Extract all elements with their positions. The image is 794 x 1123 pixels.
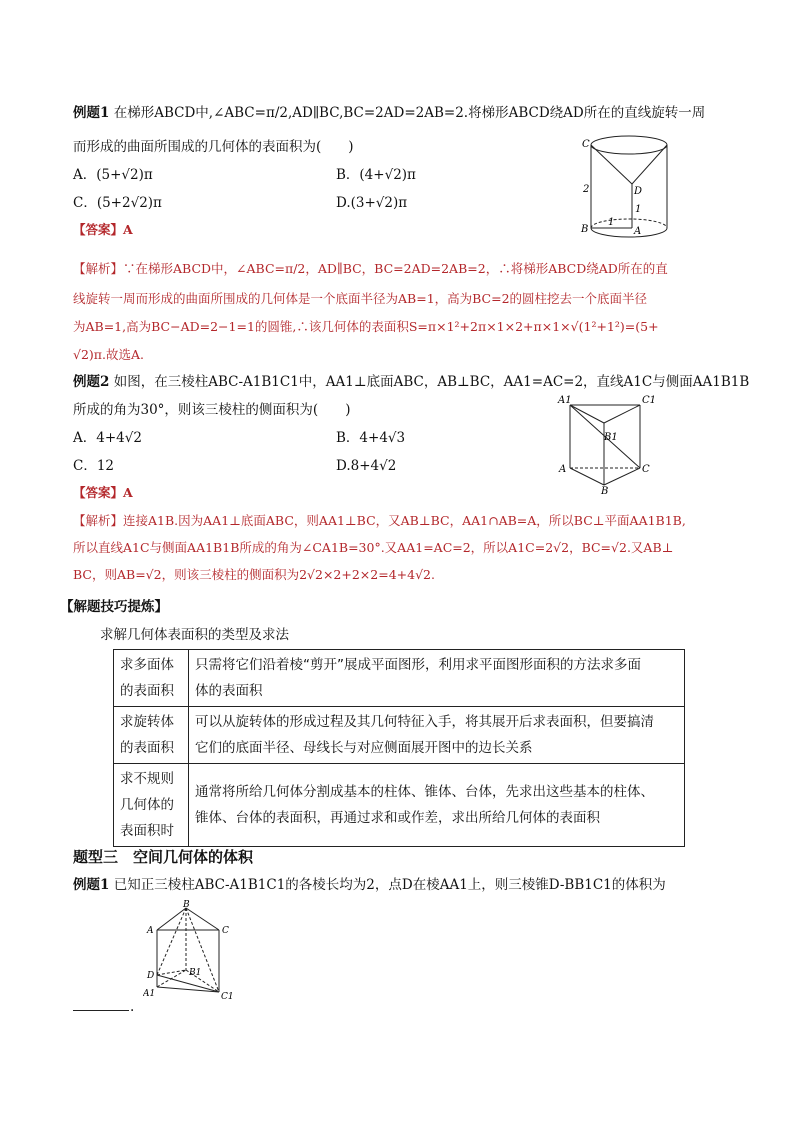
ex1-question-line2: 而形成的曲面所围成的几何体的表面积为( ) — [73, 139, 354, 155]
ex2-label: 例题2 — [73, 374, 110, 390]
ex2-question-line1 — [73, 373, 749, 391]
cell-line: 的表面积 — [120, 683, 174, 699]
table-cell-method — [189, 764, 685, 847]
table-row — [114, 650, 685, 707]
ex1-fig-label-1-horizontal: 1 — [608, 217, 615, 228]
section3-fig-label-a1: A1 — [143, 989, 156, 999]
cell-line: 体的表面积 — [195, 683, 263, 699]
table-cell-type — [114, 764, 189, 847]
cell-line: 它们的底面半径、母线长与对应侧面展开图中的边长关系 — [195, 740, 533, 756]
section3-question-text: 已知正三棱柱ABC-A1B1C1的各棱长均为2，点D在棱AA1上，则三棱锥D-BB1C1的体积为 — [113, 877, 666, 893]
ex2-fig-label-a: A — [559, 464, 567, 475]
answer-blank-end: . — [130, 999, 135, 1015]
ex2-option-c: C．12 — [73, 458, 115, 474]
ex1-analysis-line3: 为AB=1,高为BC−AD=2−1=1的圆锥,∴该几何体的表面积S=π×1²+2π×1×2+π×1×√(1²+1²)=(5+ — [73, 319, 659, 334]
cell-line: 几何体的 — [120, 797, 174, 813]
ex1-question-text: 在梯形ABCD中,∠ABC=π/2,AD∥BC,BC=2AD=2AB=2.将梯形ABCD绕AD所在的直线旋转一周 — [113, 105, 706, 121]
cell-line: 锥体、台体的表面积，再通过求和或作差，求出所给几何体的表面积 — [195, 810, 600, 826]
ex2-question-text: 如图，在三棱柱ABC-A1B1C1中，AA1⊥底面ABC，AB⊥BC，AA1=AC=2，直线A1C与侧面AA1B1B — [113, 374, 750, 390]
ex1-fig-label-a: A — [634, 226, 642, 237]
section3-fig-label-b1: B1 — [189, 968, 202, 978]
ex2-analysis-line2: 所以直线A1C与侧面AA1B1B所成的角为∠CA1B=30°.又AA1=AC=2，所以A1C=2√2，BC=√2.又AB⊥ — [73, 540, 674, 555]
ex1-analysis-line1: 【解析】∵在梯形ABCD中，∠ABC=π/2，AD∥BC，BC=2AD=2AB=2，∴将梯形ABCD绕AD所在的直 — [73, 261, 668, 276]
ex2-analysis-line1: 【解析】连接A1B.因为AA1⊥底面ABC，则AA1⊥BC，又AB⊥BC，AA1∩AB=A，所以BC⊥平面AA1B1B, — [73, 513, 686, 528]
ex1-cylinder-figure — [580, 132, 680, 242]
cell-line: 只需将它们沿着棱“剪开”展成平面图形，利用求平面图形面积的方法求多面 — [195, 657, 641, 673]
cell-line: 求多面体 — [120, 657, 174, 673]
tips-heading: 【解题技巧提炼】 — [60, 599, 168, 615]
ex2-prism-figure — [556, 393, 664, 495]
tips-intro: 求解几何体表面积的类型及求法 — [100, 627, 289, 643]
section3-question — [73, 876, 666, 894]
ex1-fig-label-c: C — [582, 139, 590, 150]
ex2-answer: 【答案】A — [73, 485, 133, 500]
ex2-fig-label-c1: C1 — [642, 395, 657, 406]
section3-fig-label-c1: C1 — [221, 992, 234, 1002]
section3-title: 题型三 空间几何体的体积 — [73, 848, 254, 866]
ex1-label: 例题1 — [73, 105, 110, 121]
section3-prism-figure — [143, 900, 243, 1002]
ex2-fig-label-c: C — [642, 464, 650, 475]
section3-fig-label-d: D — [147, 971, 155, 981]
cell-line: 可以从旋转体的形成过程及其几何特征入手，将其展开后求表面积，但要搞清 — [195, 714, 654, 730]
ex1-answer: 【答案】A — [73, 222, 133, 237]
ex1-option-d: D.(3+√2)π — [336, 195, 408, 211]
ex1-option-c: C．(5+2√2)π — [73, 195, 162, 211]
ex2-option-b: B．4+4√3 — [336, 430, 406, 446]
cell-line: 求不规则 — [120, 771, 174, 787]
cell-line: 表面积时 — [120, 823, 174, 839]
answer-blank-line[interactable] — [73, 1010, 129, 1011]
ex1-analysis-line2: 线旋转一周而形成的曲面所围成的几何体是一个底面半径为AB=1，高为BC=2的圆柱挖去一个底面半径 — [73, 291, 648, 306]
ex1-fig-label-2: 2 — [583, 184, 590, 195]
cell-line: 通常将所给几何体分割成基本的柱体、锥体、台体，先求出这些基本的柱体、 — [195, 784, 654, 800]
ex1-option-a: A．(5+√2)π — [73, 167, 153, 183]
ex1-analysis-line4: √2)π.故选A. — [73, 347, 144, 362]
cell-line: 求旋转体 — [120, 714, 174, 730]
table-cell-type — [114, 707, 189, 764]
ex2-fig-label-a1: A1 — [558, 395, 572, 406]
ex2-fig-label-b1: B1 — [604, 432, 618, 443]
table-cell-type — [114, 650, 189, 707]
table-row — [114, 707, 685, 764]
ex2-analysis-line3: BC，则AB=√2，则该三棱柱的侧面积为2√2×2+2×2=4+4√2. — [73, 567, 435, 582]
ex1-fig-label-1-vertical: 1 — [635, 204, 642, 215]
ex1-option-b: B．(4+√2)π — [336, 167, 416, 183]
section3-fig-label-c: C — [222, 926, 229, 936]
table-cell-method — [189, 650, 685, 707]
ex2-fig-label-b: B — [601, 486, 609, 495]
section3-fig-label-b: B — [183, 900, 190, 910]
table-row — [114, 764, 685, 847]
ex1-fig-label-b: B — [581, 224, 589, 235]
table-cell-method — [189, 707, 685, 764]
ex2-option-a: A．4+4√2 — [73, 430, 142, 446]
cell-line: 的表面积 — [120, 740, 174, 756]
ex1-question-line1 — [73, 104, 705, 122]
section3-ex-label: 例题1 — [73, 877, 110, 893]
ex2-question-line2: 所成的角为30°，则该三棱柱的侧面积为( ) — [73, 402, 351, 418]
tips-table — [113, 649, 685, 847]
section3-fig-label-a: A — [147, 926, 154, 936]
ex1-fig-label-d: D — [634, 186, 643, 197]
ex2-option-d: D.8+4√2 — [336, 458, 397, 474]
